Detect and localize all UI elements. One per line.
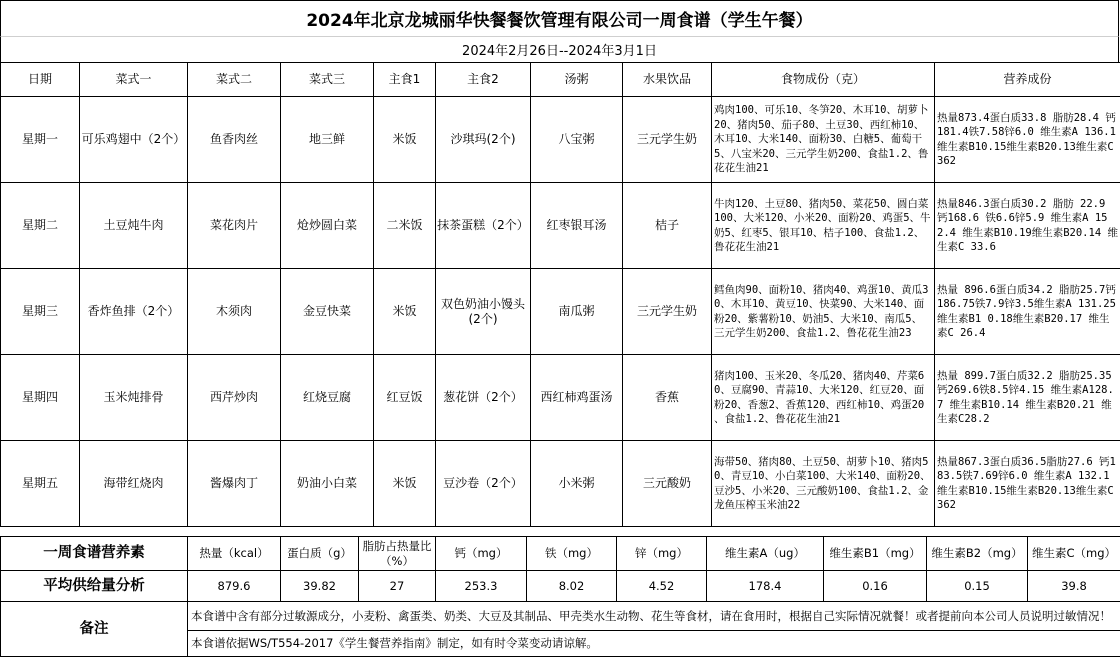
- staple1-cell: 米饭: [374, 269, 436, 355]
- sheet-title: 2024年北京龙城丽华快餐餐饮管理有限公司一周食谱（学生午餐）: [0, 0, 1119, 36]
- summary-header: 维生素A（ug）: [707, 537, 824, 571]
- staple2-cell: 葱花饼（2个）: [436, 355, 531, 441]
- summary-header: 维生素B2（mg）: [927, 537, 1028, 571]
- summary-header: 维生素C（mg）: [1028, 537, 1120, 571]
- soup-cell: 南瓜粥: [531, 269, 623, 355]
- summary-label-bottom: 平均供给量分析: [1, 571, 188, 602]
- day-cell: 星期一: [1, 97, 80, 183]
- summary-header: 锌（mg）: [617, 537, 707, 571]
- column-header: 食物成份（克）: [712, 63, 935, 97]
- dish2-cell: 木须肉: [188, 269, 281, 355]
- column-header: 汤粥: [531, 63, 623, 97]
- nutrition-cell: 热量 896.6蛋白质34.2 脂肪25.7钙186.75铁7.9锌3.5维生素A 131.25维生素B1 0.18维生素B20.17 维生素C 26.4: [935, 269, 1120, 355]
- nutrition-summary-table: [0, 536, 1120, 657]
- dish1-cell: 香炸鱼排（2个）: [80, 269, 188, 355]
- menu-row-thursday: [1, 355, 1120, 441]
- summary-value: 0.16: [824, 571, 927, 602]
- nutrition-cell: 热量873.4蛋白质33.8 脂肪28.4 钙181.4铁7.58锌6.0 维生素A 136.1维生素B10.15维生素B20.13维生素C362: [935, 97, 1120, 183]
- column-header: 日期: [1, 63, 80, 97]
- summary-value: 879.6: [188, 571, 281, 602]
- allergen-note: 本食谱中含有部分过敏源成分，小麦粉、禽蛋类、奶类、大豆及其制品、甲壳类水生动物、花生等食材，请在食用时，根据自己实际情况就餐！或者提前向本公司人员说明过敏情况！: [188, 602, 1120, 631]
- day-cell: 星期三: [1, 269, 80, 355]
- staple1-cell: 米饭: [374, 441, 436, 527]
- nutrition-cell: 热量867.3蛋白质36.5脂肪27.6 钙183.5铁7.69锌6.0 维生素A 132.1维生素B10.15维生素B20.13维生素C362: [935, 441, 1120, 527]
- dish1-cell: 土豆炖牛肉: [80, 183, 188, 269]
- column-header: 菜式三: [281, 63, 374, 97]
- menu-row-tuesday: [1, 183, 1120, 269]
- summary-header: 脂肪占热量比（%）: [359, 537, 436, 571]
- summary-value: 253.3: [436, 571, 527, 602]
- dish3-cell: 金豆快菜: [281, 269, 374, 355]
- fruit-cell: 香蕉: [623, 355, 712, 441]
- soup-cell: 小米粥: [531, 441, 623, 527]
- staple2-cell: 双色奶油小馒头(2个): [436, 269, 531, 355]
- dish2-cell: 酱爆肉丁: [188, 441, 281, 527]
- ingredients-cell: 鳕鱼肉90、面粉10、猪肉40、鸡蛋10、黄瓜30、木耳10、黄豆10、快菜90、大米140、面粉20、紫薯粉10、奶油5、大米10、南瓜5、三元学生奶200、食盐1.2、鲁花花生油23: [712, 269, 935, 355]
- menu-row-friday: [1, 441, 1120, 527]
- summary-value: 4.52: [617, 571, 707, 602]
- summary-value: 178.4: [707, 571, 824, 602]
- summary-header-row: [1, 537, 1120, 571]
- staple2-cell: 沙琪玛(2个): [436, 97, 531, 183]
- menu-row-wednesday: [1, 269, 1120, 355]
- ingredients-cell: 海带50、猪肉80、土豆50、胡萝卜10、猪肉50、青豆10、小白菜100、大米140、面粉20、豆沙5、小米20、三元酸奶100、食盐1.2、金龙鱼压榨玉米油22: [712, 441, 935, 527]
- column-header: 营养成份: [935, 63, 1120, 97]
- soup-cell: 八宝粥: [531, 97, 623, 183]
- column-header: 水果饮品: [623, 63, 712, 97]
- menu-row-monday: [1, 97, 1120, 183]
- day-cell: 星期二: [1, 183, 80, 269]
- menu-header-row: [1, 63, 1120, 97]
- soup-cell: 红枣银耳汤: [531, 183, 623, 269]
- fruit-cell: 桔子: [623, 183, 712, 269]
- staple1-cell: 红豆饭: [374, 355, 436, 441]
- summary-header: 钙（mg）: [436, 537, 527, 571]
- summary-value-row: [1, 571, 1120, 602]
- nutrition-cell: 热量 899.7蛋白质32.2 脂肪25.35钙269.6铁8.5锌4.15 维生素A128.7 维生素B10.14 维生素B20.21 维生素C28.2: [935, 355, 1120, 441]
- ingredients-cell: 牛肉120、土豆80、猪肉50、菜花50、圆白菜100、大米120、小米20、面粉20、鸡蛋5、牛奶5、红枣5、银耳10、桔子100、食盐1.2、鲁花花生油21: [712, 183, 935, 269]
- summary-label-top: 一周食谱营养素: [1, 537, 188, 571]
- column-header: 主食1: [374, 63, 436, 97]
- day-cell: 星期五: [1, 441, 80, 527]
- fruit-cell: 三元学生奶: [623, 269, 712, 355]
- summary-header: 热量（kcal）: [188, 537, 281, 571]
- ingredients-cell: 猪肉100、玉米20、冬瓜20、猪肉40、芹菜60、豆腐90、青蒜10、大米120、红豆20、面粉20、香葱2、香蕉120、西红柿10、鸡蛋20 、食盐1.2、鲁花花生油21: [712, 355, 935, 441]
- soup-cell: 西红柿鸡蛋汤: [531, 355, 623, 441]
- ingredients-cell: 鸡肉100、可乐10、冬笋20、木耳10、胡萝卜20、猪肉50、茄子80、土豆30、西红柿10、木耳10、大米140、面粉30、白糖5、葡萄干5、八宝米20、三元学生奶200、食盐1.2、鲁花花生油21: [712, 97, 935, 183]
- staple1-cell: 二米饭: [374, 183, 436, 269]
- fruit-cell: 三元酸奶: [623, 441, 712, 527]
- column-header: 菜式二: [188, 63, 281, 97]
- summary-value: 8.02: [527, 571, 617, 602]
- summary-value: 0.15: [927, 571, 1028, 602]
- weekly-menu-table: [0, 62, 1120, 527]
- summary-header: 蛋白质（g）: [281, 537, 359, 571]
- dish3-cell: 地三鲜: [281, 97, 374, 183]
- summary-value: 39.8: [1028, 571, 1120, 602]
- dish1-cell: 可乐鸡翅中（2个）: [80, 97, 188, 183]
- fruit-cell: 三元学生奶: [623, 97, 712, 183]
- guideline-note: 本食谱依据WS/T554-2017《学生餐营养指南》制定，如有时令菜变动请谅解。: [188, 631, 1120, 657]
- dish2-cell: 西芹炒肉: [188, 355, 281, 441]
- date-range: 2024年2月26日--2024年3月1日: [0, 36, 1119, 62]
- staple2-cell: 抹茶蛋糕（2个）: [436, 183, 531, 269]
- dish3-cell: 炝炒圆白菜: [281, 183, 374, 269]
- summary-value: 27: [359, 571, 436, 602]
- column-header: 主食2: [436, 63, 531, 97]
- day-cell: 星期四: [1, 355, 80, 441]
- staple2-cell: 豆沙卷（2个）: [436, 441, 531, 527]
- staple1-cell: 米饭: [374, 97, 436, 183]
- notes-row: [1, 602, 1120, 631]
- dish2-cell: 菜花肉片: [188, 183, 281, 269]
- nutrition-cell: 热量846.3蛋白质30.2 脂肪 22.9 钙168.6 铁6.6锌5.9 维生素A 152.4 维生素B10.19维生素B20.14 维生素C 33.6: [935, 183, 1120, 269]
- dish1-cell: 玉米炖排骨: [80, 355, 188, 441]
- column-header: 菜式一: [80, 63, 188, 97]
- dish3-cell: 奶油小白菜: [281, 441, 374, 527]
- dish1-cell: 海带红烧肉: [80, 441, 188, 527]
- summary-header: 维生素B1（mg）: [824, 537, 927, 571]
- dish3-cell: 红烧豆腐: [281, 355, 374, 441]
- summary-value: 39.82: [281, 571, 359, 602]
- summary-header: 铁（mg）: [527, 537, 617, 571]
- notes-label: 备注: [1, 602, 188, 657]
- dish2-cell: 鱼香肉丝: [188, 97, 281, 183]
